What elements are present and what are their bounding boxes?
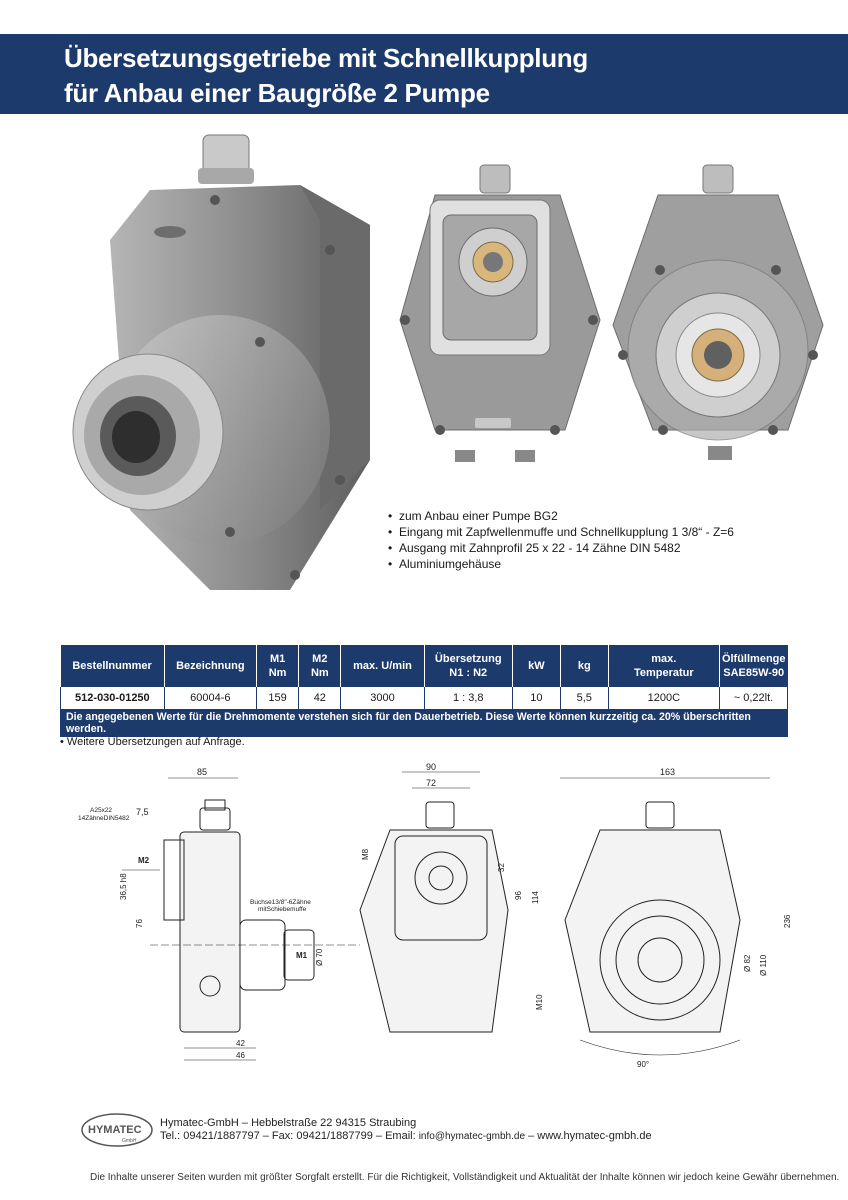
feature-item: • Eingang mit Zapfwellenmuffe und Schnellkupplung 1 3/8“ - Z=6 [388, 524, 828, 540]
drawing-front-view [360, 762, 540, 1032]
col-kw: kW [512, 645, 560, 687]
cell-max-umin: 3000 [341, 687, 424, 710]
spec-table [60, 645, 788, 737]
logo-sub: GmbH [122, 1138, 137, 1144]
dim-36-5: 36,5 h8 [119, 873, 128, 900]
dim-7-5: 7,5 [136, 807, 149, 817]
disclaimer: Die Inhalte unserer Seiten wurden mit größter Sorgfalt erstellt. Für die Richtigkeit, Vollständigkeit und Aktualität der Inhalte können wir jedoch keine Gewähr übernehmen. [90, 1172, 840, 1183]
feature-item: • zum Anbau einer Pumpe BG2 [388, 508, 828, 524]
gearbox-photo-rear [608, 160, 828, 465]
contact-suffix: – www.hymatec-gmbh.de [525, 1130, 652, 1142]
cell-temperatur: 1200C [608, 687, 719, 710]
label-m1: M1 [296, 951, 308, 960]
dim-76: 76 [135, 919, 144, 928]
col-bezeichnung: Bezeichnung [164, 645, 256, 687]
col-max-umin: max. U/min [341, 645, 424, 687]
label-90deg: 90° [637, 1060, 650, 1069]
email-link[interactable]: info@hymatec-gmbh.de [418, 1131, 526, 1142]
gearbox-photo-front [395, 160, 605, 465]
col-oelfuellmenge: Ölfüllmenge SAE85W-90 [719, 645, 787, 687]
label-a25b: 14ZähneDIN5482 [78, 815, 130, 822]
label-m8: M8 [361, 848, 370, 860]
page-title-line2: für Anbau einer Baugröße 2 Pumpe [64, 78, 490, 108]
dim-42: 42 [236, 1039, 245, 1048]
col-temperatur: max. Temperatur [608, 645, 719, 687]
feature-list [388, 508, 828, 572]
torque-note: Die angegebenen Werte für die Drehmomente verstehen sich für den Dauerbetrieb. Diese Werte können kurzzeitig ca. 20% überschritten werden. [61, 710, 788, 737]
col-uebersetzung: Übersetzung N1 : N2 [424, 645, 512, 687]
cell-kw: 10 [512, 687, 560, 710]
dim-72: 72 [426, 778, 437, 788]
dim-46: 46 [236, 1051, 245, 1060]
drawing-rear-view [535, 767, 792, 1069]
dim-82: Ø 82 [743, 954, 752, 972]
hymatec-logo [80, 1112, 154, 1148]
cell-uebersetzung: 1 : 3,8 [424, 687, 512, 710]
technical-drawings [60, 760, 800, 1080]
drawing-side-view [78, 767, 360, 1060]
dim-163: 163 [660, 767, 676, 777]
col-m1: M1 Nm [256, 645, 298, 687]
cell-bestellnummer: 512-030-01250 [61, 687, 165, 710]
label-buchse1: Buchse13/8"-6Zähne [250, 899, 311, 906]
cell-oelfuellmenge: ~ 0,22lt. [719, 687, 787, 710]
col-m2: M2 Nm [299, 645, 341, 687]
dim-90: 90 [426, 762, 437, 772]
contact-line [160, 1130, 652, 1142]
cell-m1: 159 [256, 687, 298, 710]
dim-85: 85 [197, 767, 208, 777]
dim-96: 96 [514, 891, 523, 900]
label-m10: M10 [535, 994, 544, 1010]
dim-236: 236 [783, 914, 792, 928]
cell-m2: 42 [299, 687, 341, 710]
feature-item: • Aluminiumgehäuse [388, 556, 828, 572]
col-kg: kg [560, 645, 608, 687]
more-ratios-note: • Weitere Übersetzungen auf Anfrage. [60, 736, 245, 748]
col-bestellnummer: Bestellnummer [61, 645, 165, 687]
label-m2: M2 [138, 856, 150, 865]
gearbox-photo-perspective [70, 130, 380, 600]
dim-32: 32 [497, 863, 506, 872]
table-header-row [61, 645, 788, 687]
dim-110: Ø 110 [759, 954, 768, 976]
header-banner [0, 34, 848, 114]
cell-kg: 5,5 [560, 687, 608, 710]
dim-70: Ø 70 [315, 948, 324, 966]
logo-text: HYMATEC [88, 1124, 142, 1136]
page-title-line1: Übersetzungsgetriebe mit Schnellkupplung [64, 43, 588, 73]
cell-bezeichnung: 60004-6 [164, 687, 256, 710]
label-a25: A25x22 [90, 807, 113, 814]
table-row [61, 687, 788, 710]
contact-prefix: Tel.: 09421/1887797 – Fax: 09421/1887799 – Email: [160, 1130, 419, 1142]
dim-114: 114 [531, 891, 540, 904]
label-buchse2: mitSchiebemuffe [258, 906, 307, 913]
table-note-row [61, 710, 788, 737]
feature-item: • Ausgang mit Zahnprofil 25 x 22 - 14 Zähne DIN 5482 [388, 540, 828, 556]
company-address: Hymatec-GmbH – Hebbelstraße 22 94315 Straubing [160, 1117, 417, 1129]
